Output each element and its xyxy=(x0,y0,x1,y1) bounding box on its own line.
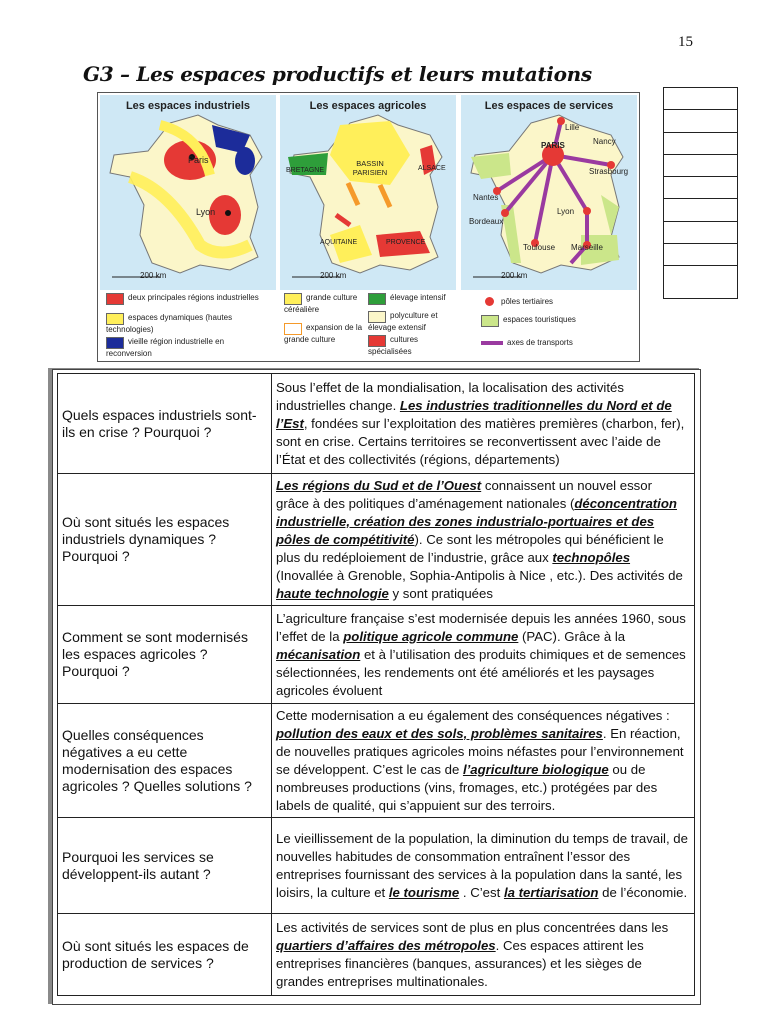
key-term: l’agriculture biologique xyxy=(462,761,609,777)
answer-text: ). Ce sont les métropoles qui bénéficient le plus du redéploiement de l’industrie, grâce aux xyxy=(276,531,664,565)
question-cell: Comment se sont modernisés les espaces agricoles ? Pourquoi ? xyxy=(58,606,272,704)
label-strasbourg: Strasbourg xyxy=(589,167,629,176)
answer-cell xyxy=(272,374,695,474)
legend-item: expansion de la grande culture xyxy=(284,323,363,344)
label-aquitaine: AQUITAINE xyxy=(320,239,358,246)
table-row xyxy=(58,374,695,474)
answer-text: (Inovallée à Grenoble, Sophia-Antipolis à Nice , etc.). Des activités de xyxy=(276,567,683,583)
answer-text: . Ces espaces attirent les entreprises financières (banques, assurances) et les sièges de grandes entreprises multinationales. xyxy=(276,937,644,989)
key-term: déconcentration industrielle, création des zones industrialo-portuaires et des pôles de compétitivité xyxy=(276,495,677,547)
check-cell[interactable] xyxy=(664,266,737,288)
legend-item: élevage intensif xyxy=(368,293,454,305)
key-term: Les régions du Sud et de l’Ouest xyxy=(276,477,482,493)
key-term: politique agricole commune xyxy=(343,628,519,644)
scale-label: 200 km xyxy=(501,271,528,280)
key-term: haute technologie xyxy=(276,585,389,601)
question-cell: Pourquoi les services se développent-ils autant ? xyxy=(58,818,272,914)
key-term: technopôles xyxy=(552,549,631,565)
answer-text: , fondées sur l’exploitation des matières premières (charbon, fer), sont en crise. Certains territoires se reconvertissent avec l’aide de l’État et des collectivités (régions, départements) xyxy=(276,415,685,467)
check-cell[interactable] xyxy=(664,222,737,244)
label-bordeaux: Bordeaux xyxy=(469,217,504,226)
label-toulouse: Toulouse xyxy=(523,243,556,252)
question-cell: Quels espaces industriels sont-ils en crise ? Pourquoi ? xyxy=(58,374,272,474)
legend-item: vieille région industrielle en reconversion xyxy=(106,337,225,358)
answer-text: Les activités de services sont de plus en plus concentrées dans les xyxy=(276,919,669,935)
answer-text: y sont pratiquées xyxy=(388,585,493,601)
map-industrial xyxy=(100,95,276,359)
label-lyon: Lyon xyxy=(557,207,575,216)
qa-table xyxy=(57,373,695,996)
answer-cell xyxy=(272,818,695,914)
table-row xyxy=(58,606,695,704)
legend-item: cultures spécialisées xyxy=(368,335,419,356)
answer-text: L’agriculture française s’est modernisée depuis les années 1960, sous l’effet de la xyxy=(276,610,686,644)
answer-text: Sous l’effet de la mondialisation, la localisation des activités industrielles change. xyxy=(276,379,624,413)
label-lyon: Lyon xyxy=(196,207,216,217)
label-provence: PROVENCE xyxy=(386,239,426,246)
map-industrial-title: Les espaces industriels xyxy=(125,100,251,112)
label-alsace: ALSACE xyxy=(418,165,446,172)
answer-text: de l’économie. xyxy=(598,884,688,900)
scale-label: 200 km xyxy=(320,271,347,280)
map-industrial-svg xyxy=(100,95,276,290)
answer-text: ou de nombreuses productions (vins, fromages, etc.) protégées par des labels de qualité, qui s’appuient sur des terroirs. xyxy=(276,761,658,813)
key-term: mécanisation xyxy=(276,646,361,662)
map-services-title: Les espaces de services xyxy=(484,100,614,112)
map-agricultural-svg xyxy=(280,95,456,290)
label-lille: Lille xyxy=(565,123,580,132)
map-agricultural xyxy=(280,95,456,359)
answer-text: Le vieillissement de la population, la diminution du temps de travail, de nouvelles habitudes de consommation entraînent l’essor des entreprises fournissant des services à la population dans la santé, les loisirs, la culture et xyxy=(276,830,688,900)
legend-item: grande culture céréalière xyxy=(284,293,358,314)
legend-item: polyculture et élevage extensif xyxy=(368,311,438,332)
label-nantes: Nantes xyxy=(473,193,499,202)
legend-item: pôles tertiaires xyxy=(481,297,631,307)
table-row xyxy=(58,474,695,606)
maps-figure xyxy=(97,92,640,362)
key-term: quartiers d’affaires des métropoles xyxy=(276,937,496,953)
check-cell[interactable] xyxy=(664,199,737,221)
scale-label: 200 km xyxy=(140,271,167,280)
legend-item: espaces dynamiques (hautes technologies) xyxy=(106,313,233,334)
answer-text: Cette modernisation a eu également des conséquences négatives : xyxy=(276,707,670,723)
check-cell[interactable] xyxy=(664,88,737,110)
map-services xyxy=(461,95,637,359)
answer-text: connaissent un nouvel essor grâce à des politiques d’aménagement nationales ( xyxy=(276,477,653,511)
label-bretagne: BRETAGNE xyxy=(286,167,324,174)
answer-cell xyxy=(272,914,695,996)
question-cell: Quelles conséquences négatives a eu cette modernisation des espaces agricoles ? Quelles solutions ? xyxy=(58,704,272,818)
answer-text: . C’est xyxy=(459,884,504,900)
table-row xyxy=(58,704,695,818)
key-term: pollution des eaux et des sols, problèmes sanitaires xyxy=(276,725,603,741)
label-marseille: Marseille xyxy=(571,243,604,252)
key-term: la tertiarisation xyxy=(503,884,599,900)
answer-text: (PAC). Grâce à la xyxy=(518,628,626,644)
label-paris: Paris xyxy=(188,155,209,165)
checkbox-column xyxy=(663,87,738,299)
legend-item: axes de transports xyxy=(481,338,631,347)
check-cell[interactable] xyxy=(664,110,737,132)
check-cell[interactable] xyxy=(664,177,737,199)
label-bassin-parisien: BASSIN PARISIEN xyxy=(352,159,388,177)
map-agricultural-title: Les espaces agricoles xyxy=(309,100,427,112)
answer-cell xyxy=(272,704,695,818)
question-cell: Où sont situés les espaces de production de services ? xyxy=(58,914,272,996)
check-cell[interactable] xyxy=(664,155,737,177)
legend-item: deux principales régions industrielles xyxy=(106,293,271,305)
label-paris: PARIS xyxy=(541,141,565,150)
key-term: Les industries traditionnelles du Nord et de l’Est xyxy=(276,397,672,431)
question-cell: Où sont situés les espaces industriels dynamiques ? Pourquoi ? xyxy=(58,474,272,606)
check-cell[interactable] xyxy=(664,244,737,266)
answer-text: . En réaction, de nouvelles pratiques agricoles moins néfastes pour l’environnement se développent. C’est le cas de xyxy=(276,725,684,777)
check-cell[interactable] xyxy=(664,133,737,155)
answer-text: et à l’utilisation des produits chimiques et de semences sélectionnées, les rendements ont été améliorés et les paysages agricoles évoluent xyxy=(276,646,686,698)
table-row xyxy=(58,914,695,996)
key-term: le tourisme xyxy=(388,884,460,900)
page-title: G3 – Les espaces productifs et leurs mutations xyxy=(83,62,592,86)
answer-cell xyxy=(272,606,695,704)
label-nancy: Nancy xyxy=(593,137,616,146)
answer-cell xyxy=(272,474,695,606)
legend-item: espaces touristiques xyxy=(481,315,631,327)
table-row xyxy=(58,818,695,914)
page-number: 15 xyxy=(678,34,693,50)
